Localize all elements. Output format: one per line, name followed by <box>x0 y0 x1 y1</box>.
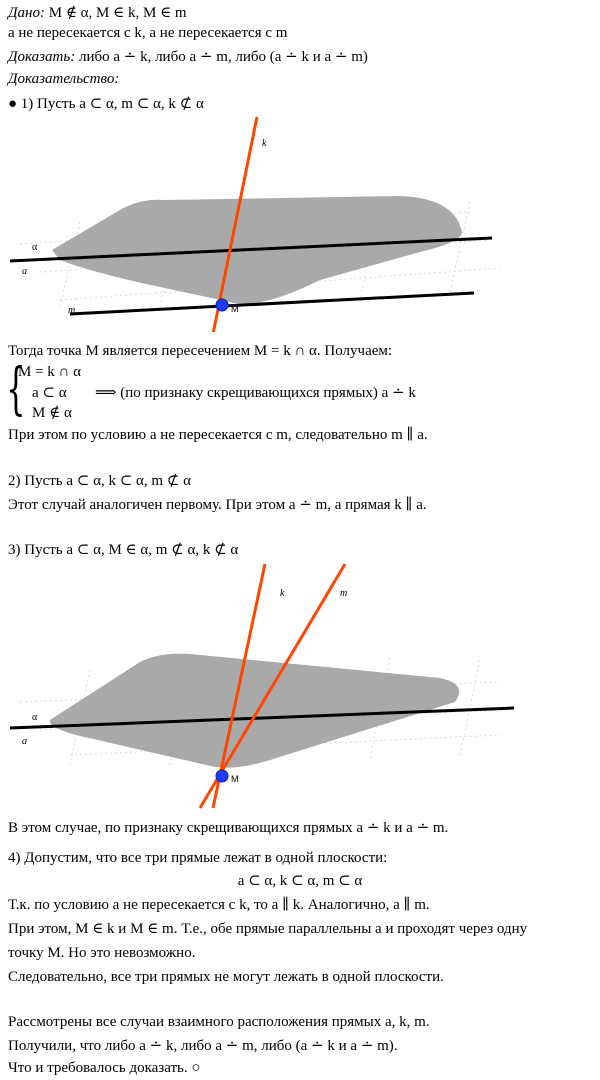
given-text: M ∉ α, M ∈ k, M ∈ m <box>44 5 187 21</box>
point-M <box>216 299 228 311</box>
point-line: точку M. Но это невозможно. <box>8 945 196 961</box>
given-line <box>8 4 187 22</box>
got-line: Получили, что либо a ∸ k, либо a ∸ m, либо (a ∸ k и a ∸ m). <box>8 1038 398 1054</box>
label-M: M <box>231 304 239 314</box>
proof-label: Доказательство: <box>8 71 120 87</box>
label-alpha-2: α <box>32 712 38 723</box>
point-M-2 <box>216 770 228 782</box>
label-alpha: α <box>32 242 38 253</box>
system-row-2: a ⊂ α <box>32 385 67 401</box>
then-line: Тогда точка M является пересечением M = k ∩ α. Получаем: <box>8 343 393 359</box>
label-m: m <box>68 305 76 316</box>
case4-heading: 4) Допустим, что все три прямые лежат в одной плоскости: <box>8 850 388 866</box>
qed-line: Что и требовалось доказать. ○ <box>8 1060 201 1076</box>
case2-text: Этот случай аналогичен первому. При этом a ∸ m, а прямая k ∥ a. <box>8 497 427 513</box>
condition-result-line: При этом по условию a не пересекается с m, следовательно m ∥ a. <box>8 427 428 443</box>
prove-text: либо a ∸ k, либо a ∸ m, либо (a ∸ k и a ∸ m) <box>75 49 368 65</box>
case2-heading: 2) Пусть a ⊂ α, k ⊂ α, m ⊄ α <box>8 473 191 489</box>
case1-heading: ● 1) Пусть a ⊂ α, m ⊂ α, k ⊄ α <box>8 96 204 112</box>
at-this-line: При этом, M ∈ k и M ∈ m. Т.е., обе прямые параллельны a и проходят через одну <box>8 921 528 937</box>
case3-text: В этом случае, по признаку скрещивающихся прямых a ∸ k и a ∸ m. <box>8 820 449 836</box>
system-row-1: M = k ∩ α <box>18 364 81 380</box>
label-M-2: M <box>231 774 239 784</box>
figure-2 <box>0 560 600 810</box>
system-brace: { <box>6 357 26 422</box>
given-label: Дано: <box>8 5 45 21</box>
system-row-3: M ∉ α <box>32 405 72 421</box>
prove-line <box>8 48 368 66</box>
case3-heading: 3) Пусть a ⊂ α, M ∈ α, m ⊄ α, k ⊄ α <box>8 542 239 558</box>
label-m-2: m <box>340 588 348 599</box>
label-k: k <box>262 138 267 149</box>
label-k-2: k <box>280 588 285 599</box>
prove-label: Доказать: <box>8 49 76 65</box>
figure-1 <box>0 112 600 332</box>
system-result: ⟹ (по признаку скрещивающихся прямых) a ∸ k <box>95 385 416 401</box>
tk-line: Т.к. по условию a не пересекается с k, то a ∥ k. Аналогично, a ∥ m. <box>8 897 430 913</box>
plane-alpha-2 <box>50 654 459 768</box>
considered-line: Рассмотрены все случаи взаимного расположения прямых a, k, m. <box>8 1014 430 1030</box>
label-a: a <box>22 266 27 277</box>
case4-formula: a ⊂ α, k ⊂ α, m ⊂ α <box>237 873 363 889</box>
therefore-line: Следовательно, все три прямых не могут лежать в одной плоскости. <box>8 969 444 985</box>
condition-line: a не пересекается с k, a не пересекается с m <box>8 25 288 41</box>
label-a-2: a <box>22 736 27 747</box>
